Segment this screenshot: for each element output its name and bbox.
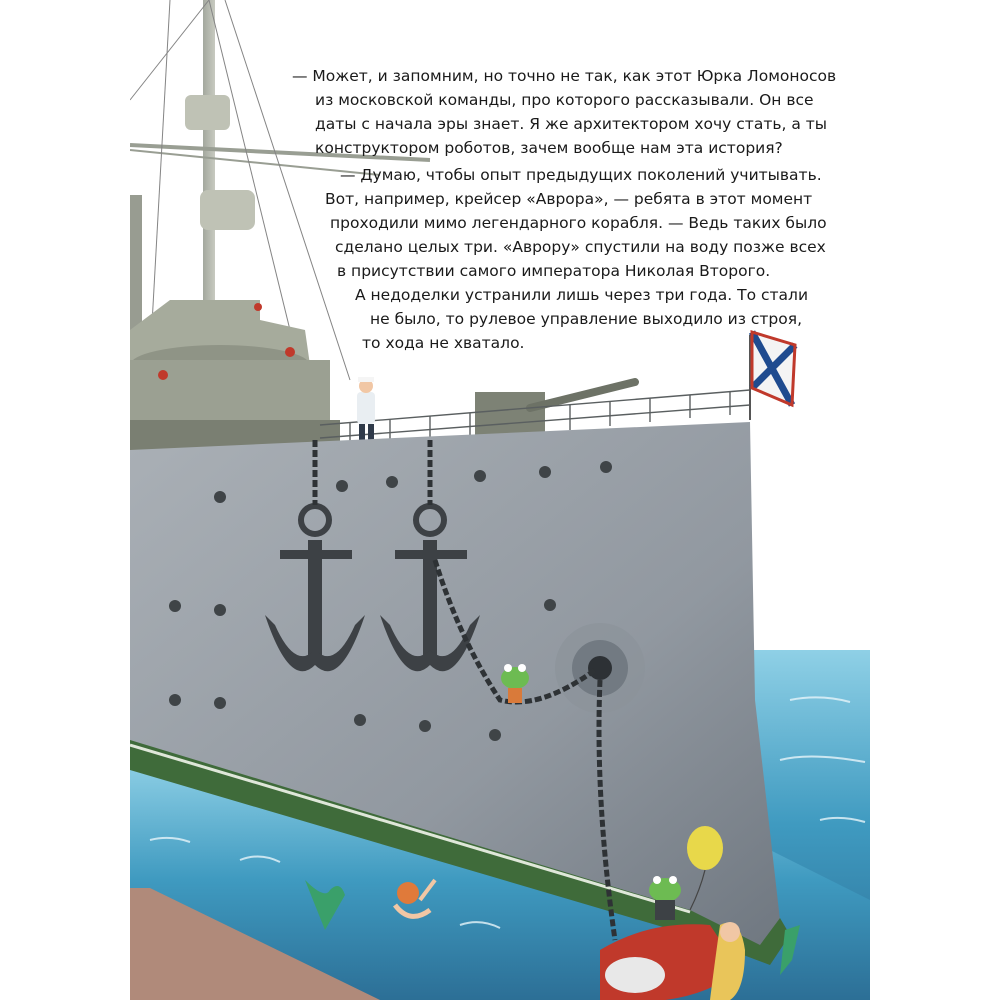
text-line: сделано целых три. «Аврору» спустили на воду позже всех	[335, 238, 826, 256]
text-line: из московской команды, про которого рассказывали. Он все	[315, 91, 814, 109]
bridge-superstructure	[130, 300, 340, 450]
book-page	[130, 0, 870, 1000]
text-line: конструктором роботов, зачем вообще нам эта история?	[315, 139, 783, 157]
text-line: Вот, например, крейсер «Аврора», — ребята в этот момент	[325, 190, 813, 208]
naval-flag	[750, 332, 795, 420]
text-line: проходили мимо легендарного корабля. — Ведь таких было	[330, 214, 827, 232]
text-line: — Может, и запомним, но точно не так, как этот Юрка Ломоносов	[292, 67, 837, 85]
text-line: А недоделки устранили лишь через три года. То стали	[355, 286, 809, 304]
text-line: то хода не хватало.	[362, 334, 525, 352]
hawse-pipe	[555, 623, 645, 713]
text-line: — Думаю, чтобы опыт предыдущих поколений учитывать.	[340, 166, 822, 184]
text-line: не было, то рулевое управление выходило из строя,	[370, 310, 803, 328]
text-line: в присутствии самого императора Николая Второго.	[337, 262, 771, 280]
text-line: даты с начала эры знает. Я же архитектором хочу стать, а ты	[315, 115, 828, 133]
aurora-cruiser-illustration	[130, 0, 870, 1000]
